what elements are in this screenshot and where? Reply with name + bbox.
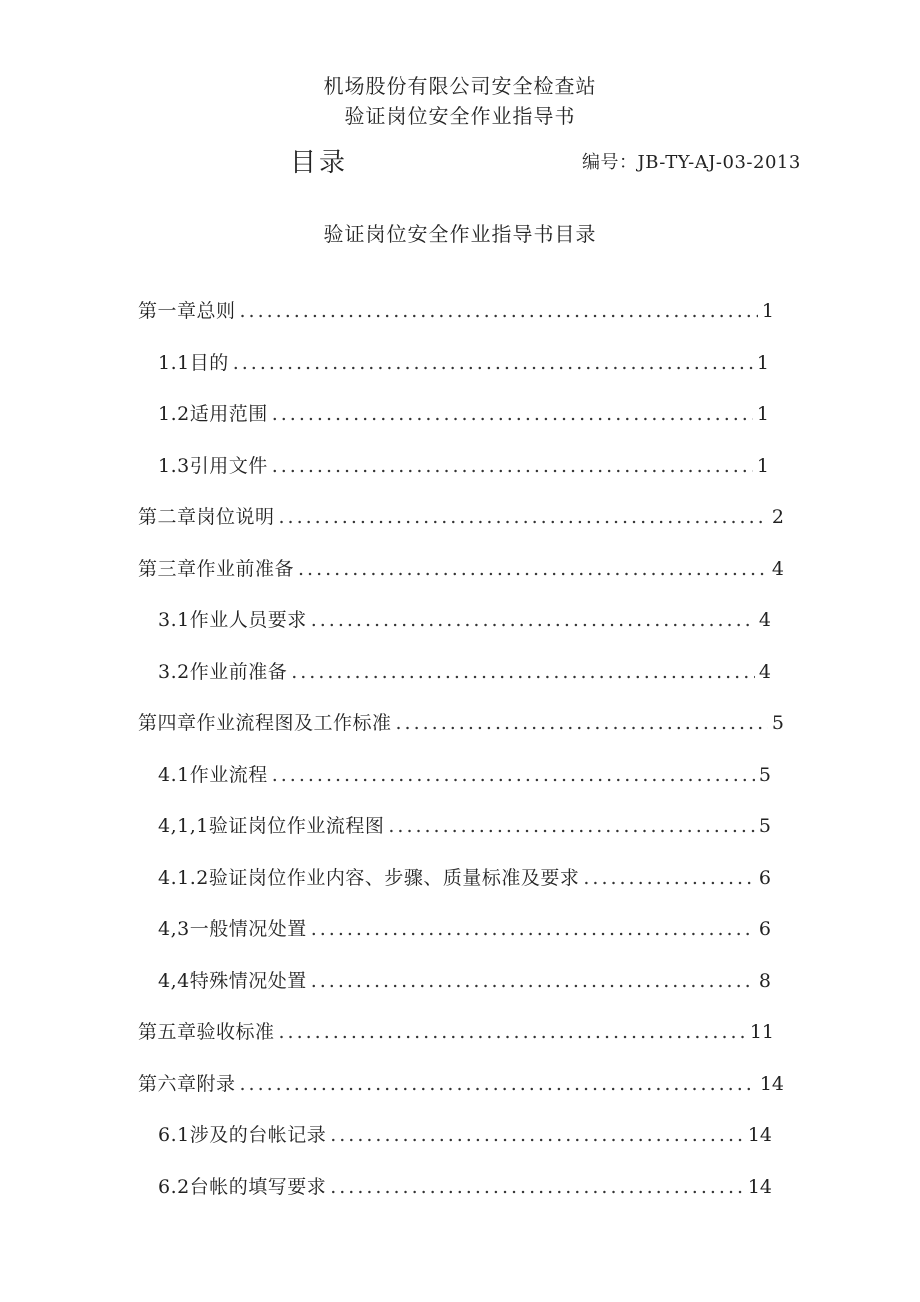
toc-dot-leader xyxy=(330,1173,744,1201)
toc-entry-page-number: 8 xyxy=(758,969,771,992)
toc-entry-label: 第五章验收标准 xyxy=(138,1021,275,1043)
toc-entry-label: 4,1,1验证岗位作业流程图 xyxy=(158,815,385,837)
toc-entry-page-number: 5 xyxy=(771,712,784,734)
toc-entry[interactable] xyxy=(138,297,774,325)
toc-entry[interactable] xyxy=(138,709,784,737)
toc-entry-label: 4.1作业流程 xyxy=(158,763,268,786)
toc-entry-page-number: 1 xyxy=(761,300,774,322)
toc-entry-page-number: 1 xyxy=(756,403,769,425)
toc-entry[interactable] xyxy=(158,864,771,892)
toc-entry[interactable] xyxy=(158,812,771,840)
toc-label: 目录 xyxy=(290,148,349,178)
toc-dot-leader xyxy=(311,967,755,995)
toc-entry-label: 3.1作业人员要求 xyxy=(158,609,307,631)
toc-entry[interactable] xyxy=(158,761,771,789)
toc-heading: 验证岗位安全作业指导书目录 xyxy=(323,222,597,246)
toc-dot-leader xyxy=(291,658,755,686)
toc-dot-leader xyxy=(279,503,768,531)
toc-entry-label: 第三章作业前准备 xyxy=(138,557,295,580)
toc-entry-page-number: 4 xyxy=(758,660,771,683)
document-title: 验证岗位安全作业指导书 xyxy=(344,104,576,128)
toc-dot-leader xyxy=(298,555,768,583)
toc-entry[interactable] xyxy=(138,1018,774,1046)
toc-entry-page-number: 14 xyxy=(747,1124,772,1146)
toc-entry-label: 4.1.2验证岗位作业内容、步骤、质量标准及要求 xyxy=(158,866,580,889)
toc-dot-leader xyxy=(311,915,755,943)
toc-entry-label: 1.2适用范围 xyxy=(158,403,268,425)
toc-entry[interactable] xyxy=(158,967,771,995)
toc-entry-page-number: 5 xyxy=(758,763,771,786)
toc-dot-leader xyxy=(396,709,768,737)
toc-entry[interactable] xyxy=(158,1173,772,1201)
toc-dot-leader xyxy=(388,812,755,840)
toc-entry[interactable] xyxy=(158,400,769,428)
toc-entry-label: 1.1目的 xyxy=(158,351,229,374)
toc-dot-leader xyxy=(583,864,755,892)
toc-entry-page-number: 1 xyxy=(756,351,769,374)
toc-entry-page-number: 14 xyxy=(747,1175,772,1198)
toc-dot-leader xyxy=(240,297,758,325)
toc-entry-label: 第四章作业流程图及工作标准 xyxy=(138,712,392,734)
toc-entry-page-number: 11 xyxy=(749,1021,774,1043)
toc-dot-leader xyxy=(240,1070,756,1098)
toc-entry[interactable] xyxy=(158,349,769,377)
toc-entry-page-number: 14 xyxy=(759,1072,784,1095)
toc-entry-label: 3.2作业前准备 xyxy=(158,660,288,683)
toc-entry-label: 6.1涉及的台帐记录 xyxy=(158,1124,327,1146)
toc-entry[interactable] xyxy=(138,555,784,583)
toc-entry-page-number: 5 xyxy=(758,815,771,837)
toc-entry[interactable] xyxy=(158,452,769,480)
toc-entry-page-number: 2 xyxy=(771,506,784,528)
toc-entry[interactable] xyxy=(158,606,771,634)
toc-entry-label: 4,3一般情况处置 xyxy=(158,918,307,940)
document-code: 编号：JB-TY-AJ-03-2013 xyxy=(582,152,801,173)
toc-entry[interactable] xyxy=(158,658,771,686)
organization-name: 机场股份有限公司安全检查站 xyxy=(323,74,597,98)
toc-entry-label: 6.2台帐的填写要求 xyxy=(158,1175,327,1198)
toc-dot-leader xyxy=(311,606,755,634)
toc-entry[interactable] xyxy=(138,503,784,531)
toc-dot-leader xyxy=(233,349,753,377)
toc-entry-label: 1.3引用文件 xyxy=(158,454,268,477)
toc-dot-leader xyxy=(330,1121,744,1149)
toc-dot-leader xyxy=(279,1018,746,1046)
toc-dot-leader xyxy=(272,400,753,428)
toc-dot-leader xyxy=(272,452,753,480)
toc-dot-leader xyxy=(272,761,755,789)
toc-entry-page-number: 1 xyxy=(756,454,769,477)
toc-entry[interactable] xyxy=(158,1121,772,1149)
toc-entry-page-number: 6 xyxy=(758,866,771,889)
toc-entry-page-number: 6 xyxy=(758,918,771,940)
toc-entry-label: 第一章总则 xyxy=(138,300,236,322)
toc-entry-page-number: 4 xyxy=(758,609,771,631)
toc-entry-label: 第二章岗位说明 xyxy=(138,506,275,528)
toc-entry-page-number: 4 xyxy=(771,557,784,580)
toc-entry[interactable] xyxy=(138,1070,784,1098)
toc-entry[interactable] xyxy=(158,915,771,943)
toc-entry-label: 第六章附录 xyxy=(138,1072,236,1095)
toc-entry-label: 4,4特殊情况处置 xyxy=(158,969,307,992)
